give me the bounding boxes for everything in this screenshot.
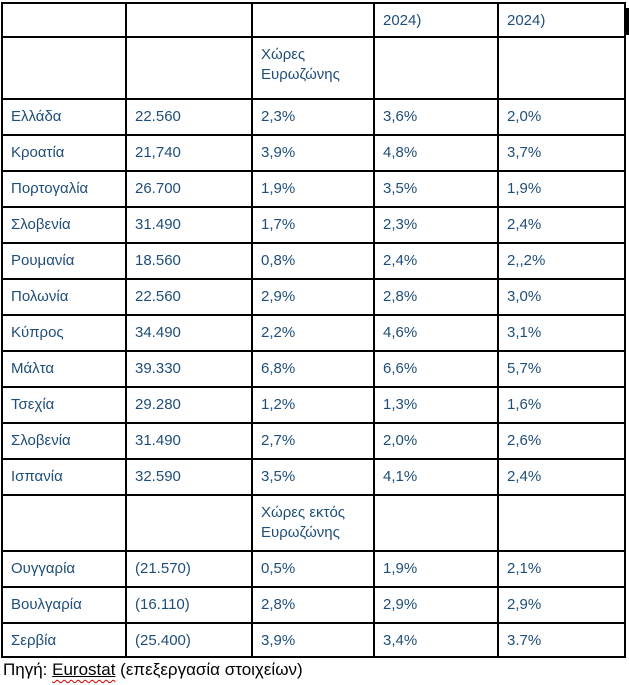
table-row [2, 243, 625, 279]
table-row [2, 387, 625, 423]
table-row [2, 587, 625, 623]
value-cell: 1,9% [374, 551, 498, 587]
empty-cell [252, 3, 374, 37]
section-label-cell: Χώρες Ευρωζώνης [252, 37, 374, 99]
year-header-cell: 2024) [498, 3, 625, 37]
country-name-cell: Τσεχία [2, 387, 126, 423]
value-cell: 2,7% [252, 423, 374, 459]
country-name-cell: Ελλάδα [2, 99, 126, 135]
eurostat-link[interactable] [52, 660, 115, 679]
year-header-cell: 2024) [374, 3, 498, 37]
empty-cell [126, 3, 252, 37]
value-cell: 3,4% [374, 623, 498, 657]
value-cell: 2,0% [498, 99, 625, 135]
value-cell: 22.560 [126, 279, 252, 315]
empty-cell [498, 37, 625, 99]
data-table [1, 2, 626, 658]
value-cell: 5,7% [498, 351, 625, 387]
table-row [2, 99, 625, 135]
table-row [2, 279, 625, 315]
country-name-cell: Σλοβενία [2, 423, 126, 459]
value-cell: (21.570) [126, 551, 252, 587]
table-row-header [2, 3, 625, 37]
country-name-cell: Σλοβενία [2, 207, 126, 243]
section-label-cell: Χώρες εκτός Ευρωζώνης [252, 495, 374, 551]
value-cell: 2,,2% [498, 243, 625, 279]
value-cell: 2,2% [252, 315, 374, 351]
value-cell: 31.490 [126, 207, 252, 243]
value-cell: 2,8% [374, 279, 498, 315]
value-cell: 3.7% [498, 623, 625, 657]
empty-cell [126, 495, 252, 551]
country-name-cell: Πολωνία [2, 279, 126, 315]
value-cell: 2,3% [374, 207, 498, 243]
value-cell: 2,6% [498, 423, 625, 459]
value-cell: 22.560 [126, 99, 252, 135]
empty-cell [2, 3, 126, 37]
country-name-cell: Μάλτα [2, 351, 126, 387]
table-row [2, 135, 625, 171]
empty-cell [126, 37, 252, 99]
value-cell: 3,5% [374, 171, 498, 207]
value-cell: 3,5% [252, 459, 374, 495]
value-cell: 1,2% [252, 387, 374, 423]
value-cell: 3,6% [374, 99, 498, 135]
value-cell: 3,9% [252, 623, 374, 657]
value-cell: 1,3% [374, 387, 498, 423]
value-cell: 3,1% [498, 315, 625, 351]
value-cell: 2,8% [252, 587, 374, 623]
source-note [3, 659, 303, 680]
source-note-suffix: (επεξεργασία στοιχείων) [115, 660, 303, 679]
country-name-cell: Σερβία [2, 623, 126, 657]
table-row [2, 623, 625, 657]
value-cell: 0,8% [252, 243, 374, 279]
empty-cell [2, 495, 126, 551]
value-cell: 2,4% [498, 459, 625, 495]
empty-cell [374, 495, 498, 551]
value-cell: 2,0% [374, 423, 498, 459]
table-row-section-eurozone [2, 37, 625, 99]
country-name-cell: Κροατία [2, 135, 126, 171]
table-row [2, 459, 625, 495]
value-cell: 29.280 [126, 387, 252, 423]
value-cell: 2,4% [374, 243, 498, 279]
value-cell: 32.590 [126, 459, 252, 495]
empty-cell [498, 495, 625, 551]
country-name-cell: Πορτογαλία [2, 171, 126, 207]
table-row [2, 423, 625, 459]
table-row-section-non-eurozone [2, 495, 625, 551]
value-cell: (25.400) [126, 623, 252, 657]
country-name-cell: Ισπανία [2, 459, 126, 495]
value-cell: 2,9% [374, 587, 498, 623]
value-cell: 3,7% [498, 135, 625, 171]
value-cell: 4,6% [374, 315, 498, 351]
table-row [2, 207, 625, 243]
value-cell: 2,9% [498, 587, 625, 623]
source-note-prefix: Πηγή: [3, 660, 53, 679]
data-table-body [2, 3, 625, 657]
country-name-cell: Βουλγαρία [2, 587, 126, 623]
value-cell: 2,9% [252, 279, 374, 315]
empty-cell [2, 37, 126, 99]
value-cell: 1,9% [252, 171, 374, 207]
value-cell: 26.700 [126, 171, 252, 207]
value-cell: 1,7% [252, 207, 374, 243]
eurostat-link-text[interactable]: Eurostat [52, 660, 116, 679]
value-cell: 21,740 [126, 135, 252, 171]
empty-cell [374, 37, 498, 99]
table-row [2, 171, 625, 207]
value-cell: 2,1% [498, 551, 625, 587]
country-name-cell: Ρουμανία [2, 243, 126, 279]
value-cell: 3,0% [498, 279, 625, 315]
table-row [2, 315, 625, 351]
value-cell: 1,6% [498, 387, 625, 423]
value-cell: 18.560 [126, 243, 252, 279]
table-row [2, 351, 625, 387]
table-row [2, 551, 625, 587]
value-cell: 0,5% [252, 551, 374, 587]
value-cell: 2,4% [498, 207, 625, 243]
value-cell: 2,3% [252, 99, 374, 135]
value-cell: 6,8% [252, 351, 374, 387]
value-cell: (16.110) [126, 587, 252, 623]
country-name-cell: Κύπρος [2, 315, 126, 351]
value-cell: 4,1% [374, 459, 498, 495]
value-cell: 6,6% [374, 351, 498, 387]
value-cell: 31.490 [126, 423, 252, 459]
value-cell: 34.490 [126, 315, 252, 351]
value-cell: 1,9% [498, 171, 625, 207]
country-name-cell: Ουγγαρία [2, 551, 126, 587]
value-cell: 4,8% [374, 135, 498, 171]
value-cell: 39.330 [126, 351, 252, 387]
value-cell: 3,9% [252, 135, 374, 171]
